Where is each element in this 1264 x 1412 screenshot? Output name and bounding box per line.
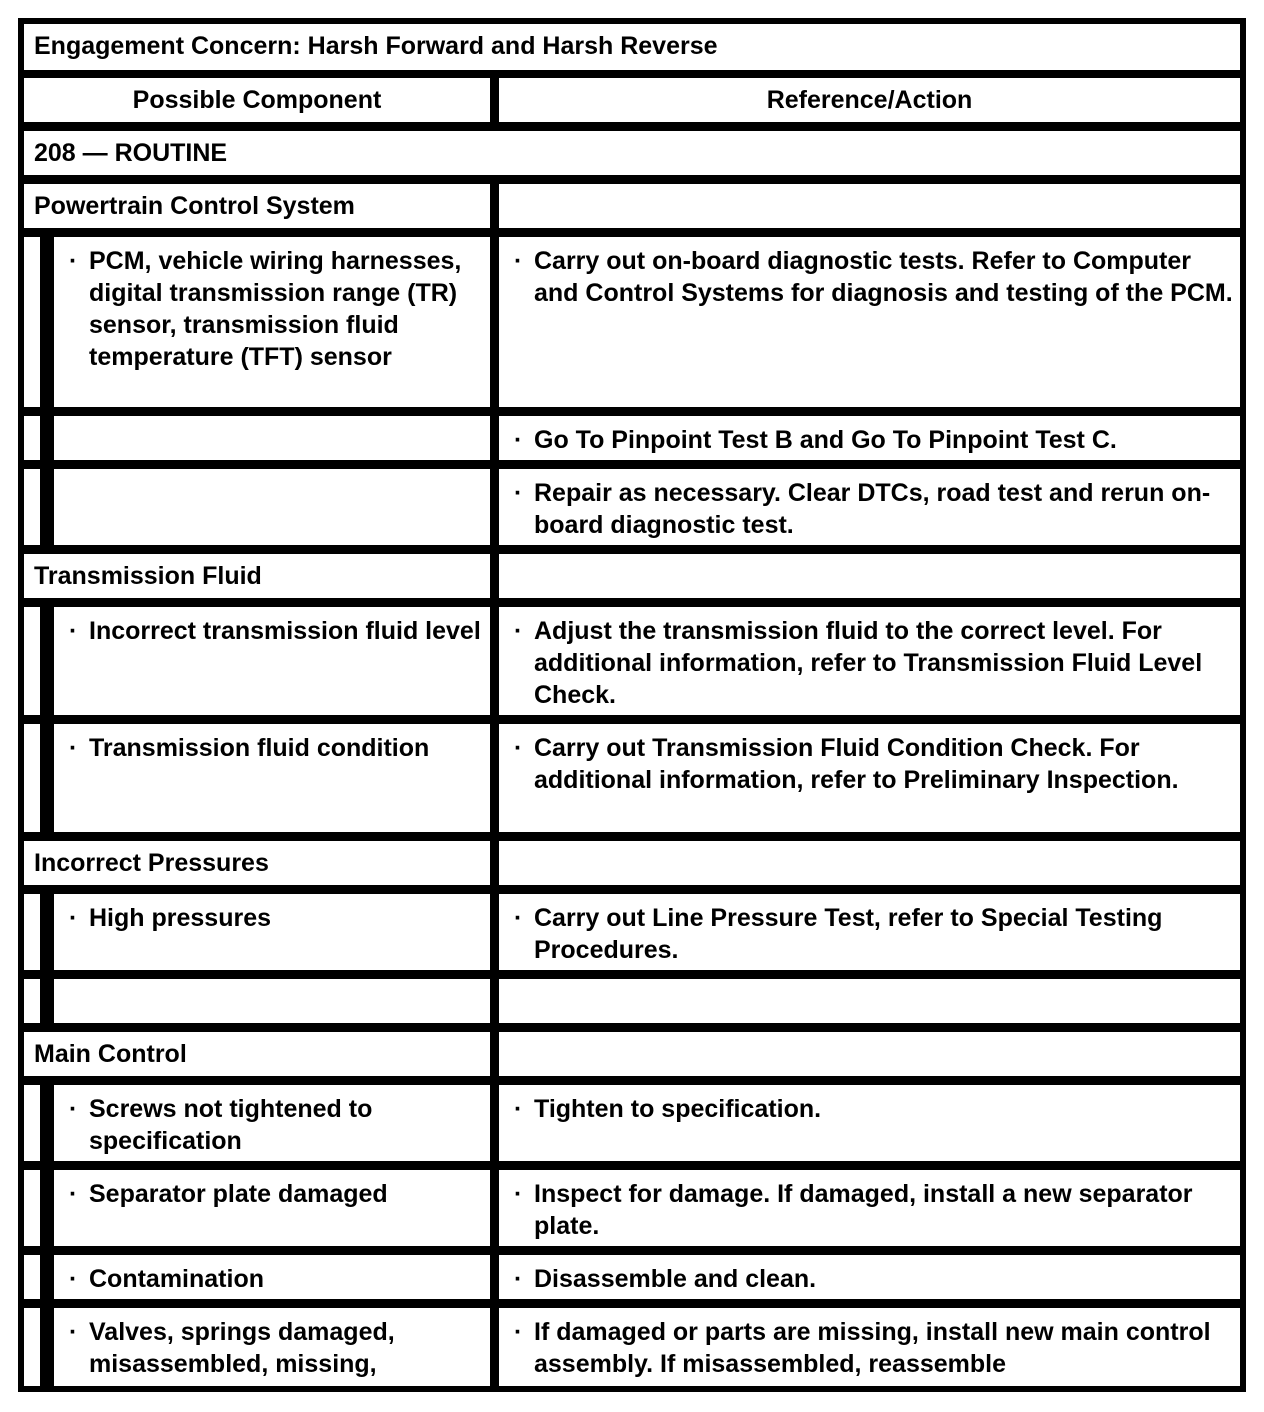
table-row-action: [499, 1170, 1240, 1246]
bullet-icon: ·: [514, 617, 523, 645]
indent-strip: [24, 1170, 40, 1246]
table-title: [24, 24, 1240, 70]
table-row-action: [499, 607, 1240, 715]
action-text: Inspect for damage. If damaged, install a new separator plate.: [534, 1180, 1193, 1240]
indent-strip: [24, 607, 40, 715]
table-row-component-empty: [54, 469, 490, 545]
indent-strip: [24, 416, 40, 460]
bullet-icon: ·: [69, 734, 78, 762]
bullet-icon: ·: [514, 1265, 523, 1293]
bullet-icon: ·: [514, 247, 523, 275]
table-title-text: Engagement Concern: Harsh Forward and Harsh Reverse: [34, 32, 718, 60]
action-text: Go To Pinpoint Test B and Go To Pinpoint Test C.: [534, 426, 1117, 454]
table-row-action: [499, 894, 1240, 970]
section-row: [24, 131, 1240, 175]
section-text: 208 — ROUTINE: [34, 139, 228, 167]
table-row-component: [54, 1308, 490, 1386]
component-text: High pressures: [89, 904, 272, 932]
table-row-action: [499, 416, 1240, 460]
action-text: Carry out on-board diagnostic tests. Refer to Computer and Control Systems for diagnosis and testing of the PCM.: [534, 247, 1233, 307]
action-text: Carry out Transmission Fluid Condition Check. For additional information, refer to Preliminary Inspection.: [534, 734, 1179, 794]
table-row-action: [499, 237, 1240, 407]
header-component-text: Possible Component: [132, 86, 382, 114]
group-main-control-text: Main Control: [34, 1040, 187, 1068]
table-row-action: [499, 469, 1240, 545]
component-text: Contamination: [89, 1265, 264, 1293]
bullet-icon: ·: [514, 1095, 523, 1123]
component-text: Screws not tightened to specification: [89, 1095, 373, 1155]
component-text: Valves, springs damaged, misassembled, missing,: [89, 1318, 395, 1378]
bullet-icon: ·: [514, 1318, 523, 1346]
component-text: Transmission fluid condition: [89, 734, 430, 762]
table-row-component: [54, 724, 490, 832]
indent-strip: [24, 237, 40, 407]
action-text: Repair as necessary. Clear DTCs, road test and rerun on-board diagnostic test.: [534, 479, 1211, 539]
action-text: If damaged or parts are missing, install new main control assembly. If misassembled, reassemble: [534, 1318, 1211, 1378]
table-row-component: [54, 1170, 490, 1246]
group-transmission-fluid: [24, 554, 490, 598]
table-row-component: [54, 607, 490, 715]
indent-strip: [24, 1085, 40, 1161]
group-pressures-text: Incorrect Pressures: [34, 849, 269, 877]
table-row-action: [499, 1308, 1240, 1386]
bullet-icon: ·: [69, 247, 78, 275]
action-text: Tighten to specification.: [534, 1095, 822, 1123]
indent-strip: [24, 724, 40, 832]
table-row-action: [499, 724, 1240, 832]
group-incorrect-pressures: [24, 841, 490, 885]
bullet-icon: ·: [514, 904, 523, 932]
bullet-icon: ·: [69, 1318, 78, 1346]
table-row-component: [54, 894, 490, 970]
group-fluid-text: Transmission Fluid: [34, 562, 262, 590]
group-powertrain: [24, 184, 490, 228]
group-fluid-action: [499, 554, 1240, 598]
table-row-component-empty: [54, 979, 490, 1023]
indent-strip: [24, 894, 40, 970]
bullet-icon: ·: [69, 617, 78, 645]
component-text: Separator plate damaged: [89, 1180, 388, 1208]
diagnosis-table: [18, 18, 1246, 1392]
action-text: Carry out Line Pressure Test, refer to Special Testing Procedures.: [534, 904, 1163, 964]
bullet-icon: ·: [514, 1180, 523, 1208]
bullet-icon: ·: [514, 734, 523, 762]
table-row-component: [54, 237, 490, 407]
group-powertrain-action: [499, 184, 1240, 228]
bullet-icon: ·: [69, 1095, 78, 1123]
bullet-icon: ·: [69, 1265, 78, 1293]
bullet-icon: ·: [69, 904, 78, 932]
indent-strip: [24, 1255, 40, 1299]
header-action-text: Reference/Action: [766, 86, 973, 114]
component-text: Incorrect transmission fluid level: [89, 617, 481, 645]
bullet-icon: ·: [514, 426, 523, 454]
group-main-control-action: [499, 1032, 1240, 1076]
indent-strip: [24, 469, 40, 545]
header-reference-action: [499, 78, 1240, 122]
header-possible-component: [24, 78, 490, 122]
action-text: Disassemble and clean.: [534, 1265, 817, 1293]
group-powertrain-text: Powertrain Control System: [34, 192, 355, 220]
action-text: Adjust the transmission fluid to the correct level. For additional information, refer to Transmission Fluid Level Check.: [534, 617, 1203, 709]
table-row-component: [54, 1255, 490, 1299]
indent-strip: [24, 1308, 40, 1386]
table-row-action-empty: [499, 979, 1240, 1023]
group-pressures-action: [499, 841, 1240, 885]
bullet-icon: ·: [514, 479, 523, 507]
table-row-component: [54, 1085, 490, 1161]
table-row-action: [499, 1085, 1240, 1161]
component-text: PCM, vehicle wiring harnesses, digital transmission range (TR) sensor, transmission fluid temperature (TFT) sensor: [89, 247, 462, 371]
group-main-control: [24, 1032, 490, 1076]
bullet-icon: ·: [69, 1180, 78, 1208]
table-row-component-empty: [54, 416, 490, 460]
table-row-action: [499, 1255, 1240, 1299]
indent-strip: [24, 979, 40, 1023]
